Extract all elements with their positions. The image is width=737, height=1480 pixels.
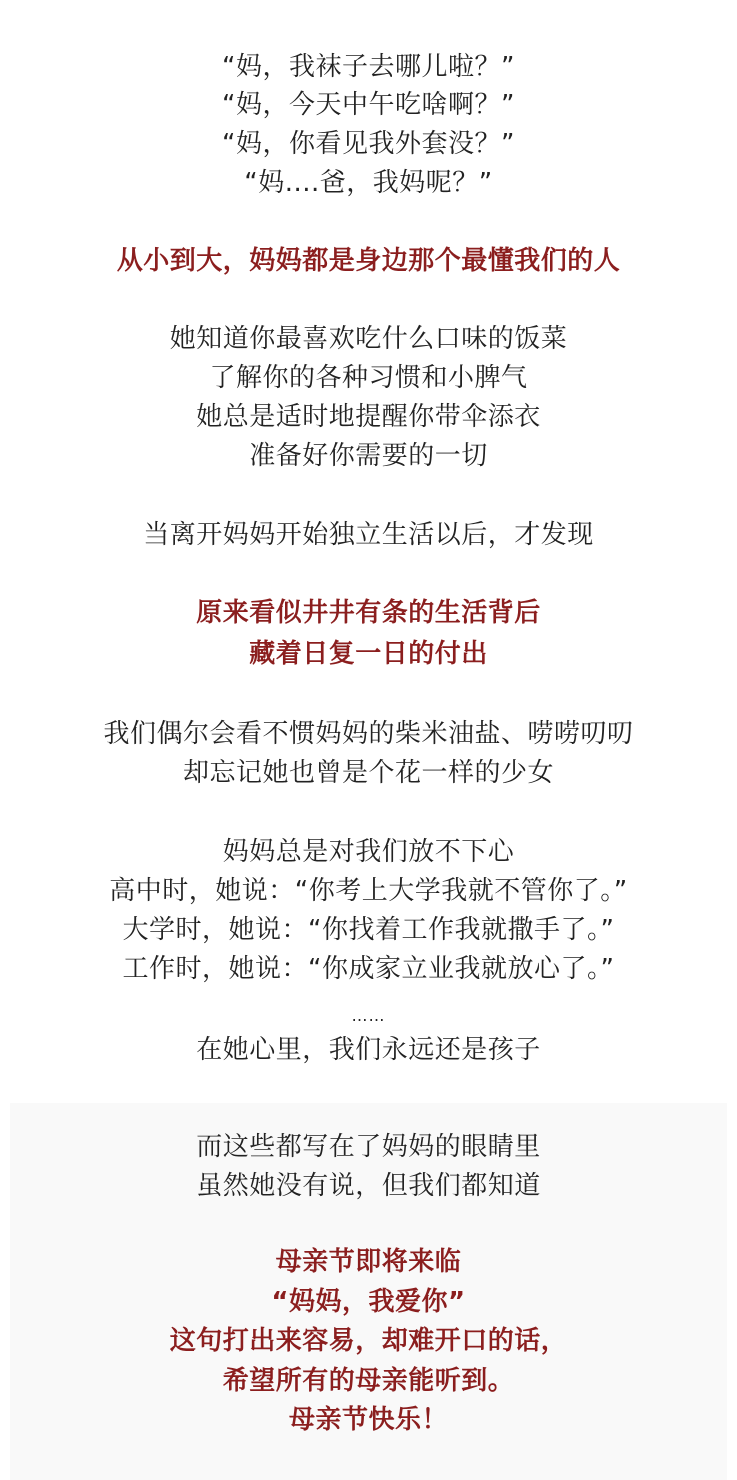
highlight-line: “妈妈，我爱你”	[271, 1287, 466, 1317]
text-line: 而这些都写在了妈妈的眼睛里	[196, 1132, 541, 1162]
quote-line: “妈，你看见我外套没？”	[222, 129, 515, 159]
text-line: 却忘记她也曾是个花一样的少女	[182, 758, 554, 788]
text-line: 当离开妈妈开始独立生活以后，才发现	[143, 520, 594, 550]
text-line: 虽然她没有说，但我们都知道	[196, 1171, 541, 1201]
text-line: 了解你的各种习惯和小脾气	[209, 363, 528, 393]
text-line: 大学时，她说：“你找着工作我就撒手了。”	[122, 915, 615, 945]
text-line: 妈妈总是对我们放不下心	[222, 837, 515, 867]
highlight-line: 从小到大，妈妈都是身边那个最懂我们的人	[116, 246, 621, 276]
text-line: 在她心里，我们永远还是孩子	[196, 1035, 541, 1065]
text-line: 我们偶尔会看不惯妈妈的柴米油盐、唠唠叨叨	[103, 719, 634, 749]
text-line: 工作时，她说：“你成家立业我就放心了。”	[122, 954, 615, 984]
highlight-line: 这句打出来容易，却难开口的话，	[169, 1326, 568, 1356]
highlight-line: 母亲节快乐！	[288, 1405, 448, 1435]
highlight-line: 原来看似井井有条的生活背后	[196, 598, 541, 628]
text-line: 她知道你最喜欢吃什么口味的饭菜	[169, 324, 568, 354]
ellipsis-line: ……	[351, 1006, 386, 1025]
quote-line: “妈....爸，我妈呢？”	[244, 168, 493, 198]
quote-line: “妈，今天中午吃啥啊？”	[222, 90, 515, 120]
text-line: 高中时，她说：“你考上大学我就不管你了。”	[109, 876, 628, 906]
text-line: 准备好你需要的一切	[249, 441, 488, 471]
highlight-line: 希望所有的母亲能听到。	[222, 1366, 515, 1396]
highlight-line: 藏着日复一日的付出	[249, 639, 488, 669]
quote-line: “妈，我袜子去哪儿啦？”	[222, 52, 515, 82]
highlight-line: 母亲节即将来临	[275, 1247, 462, 1277]
text-line: 她总是适时地提醒你带伞添衣	[196, 402, 541, 432]
